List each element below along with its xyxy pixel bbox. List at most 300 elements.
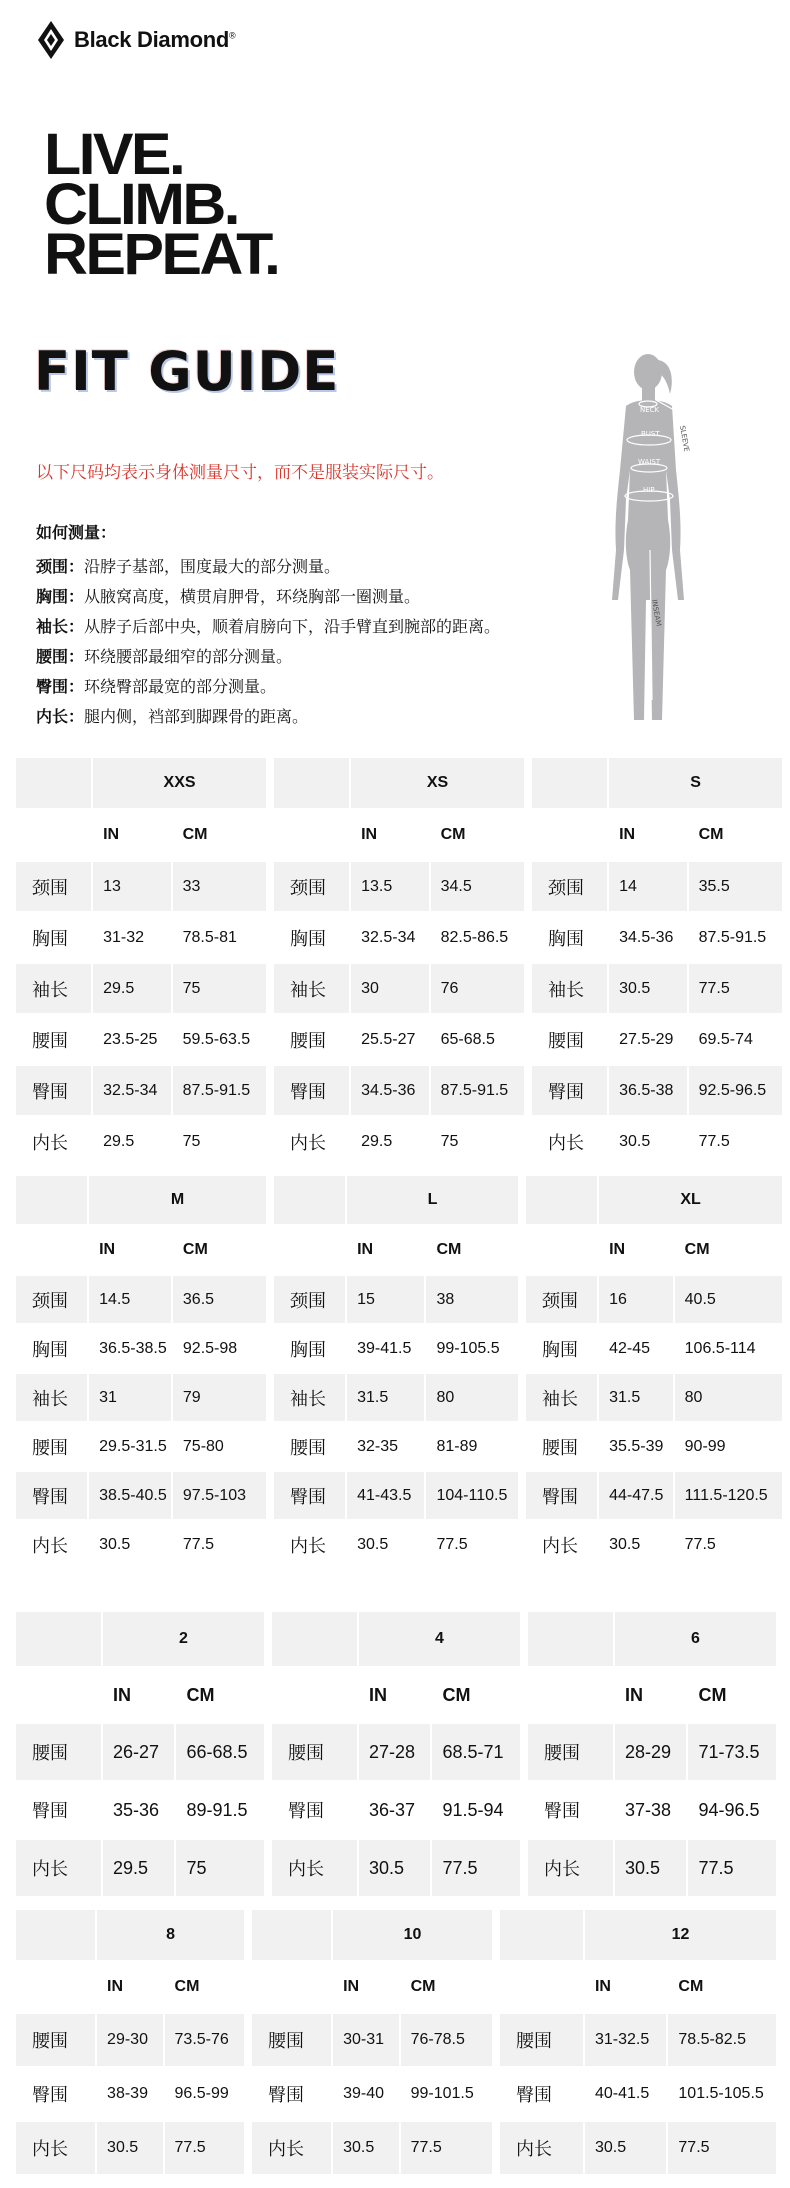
table-row [273, 1116, 525, 1167]
figure-label-waist: WAIST [638, 458, 661, 466]
body-measurement-figure [590, 350, 730, 730]
cell-cm: 80 [674, 1373, 783, 1422]
size-header: 2 [102, 1611, 265, 1667]
cell-in: 35-36 [102, 1781, 176, 1839]
cell-in: 30.5 [332, 2121, 400, 2175]
cell-in: 30 [350, 963, 429, 1014]
row-label: 胸围 [15, 912, 92, 963]
cell-in: 29.5 [350, 1116, 429, 1167]
table-row [273, 1373, 519, 1422]
cell-in: 32.5-34 [350, 912, 429, 963]
cell-cm: 77.5 [425, 1520, 519, 1569]
unit-header-in: IN [608, 809, 687, 861]
table-corner [527, 1667, 614, 1723]
row-label: 臀围 [15, 1471, 88, 1520]
size-header: 6 [614, 1611, 777, 1667]
table-row [251, 2121, 493, 2175]
cell-cm: 34.5 [430, 861, 525, 912]
cell-cm: 77.5 [431, 1839, 521, 1897]
cell-in: 31-32.5 [584, 2013, 667, 2067]
size-table [270, 1610, 522, 1898]
row-label: 臀围 [251, 2067, 332, 2121]
table-row [273, 1471, 519, 1520]
cell-in: 31.5 [346, 1373, 425, 1422]
table-row [15, 2013, 245, 2067]
how-to-measure-title: 如何测量： [36, 523, 117, 542]
cell-cm: 66-68.5 [175, 1723, 265, 1781]
unit-header-in: IN [346, 1225, 425, 1275]
size-header: 8 [96, 1909, 245, 1961]
row-label: 内长 [271, 1839, 358, 1897]
cell-in: 13 [92, 861, 171, 912]
cell-in: 30.5 [598, 1520, 674, 1569]
row-label: 腰围 [527, 1723, 614, 1781]
cell-cm: 111.5-120.5 [674, 1471, 783, 1520]
cell-in: 14.5 [88, 1275, 172, 1324]
cell-cm: 87.5-91.5 [688, 912, 783, 963]
cell-in: 27.5-29 [608, 1014, 687, 1065]
table-row [15, 1723, 265, 1781]
row-label: 袖长 [531, 963, 608, 1014]
table-corner [273, 1175, 346, 1225]
row-label: 内长 [15, 1520, 88, 1569]
table-corner [531, 809, 608, 861]
cell-cm: 99-105.5 [425, 1324, 519, 1373]
row-label: 臀围 [271, 1781, 358, 1839]
table-corner [525, 1225, 598, 1275]
cell-in: 36.5-38.5 [88, 1324, 172, 1373]
cell-cm: 75 [175, 1839, 265, 1897]
cell-in: 31-32 [92, 912, 171, 963]
cell-in: 30.5 [96, 2121, 163, 2175]
table-row [15, 1839, 265, 1897]
row-label: 臀围 [527, 1781, 614, 1839]
diamond-logo-icon [36, 20, 66, 60]
cell-cm: 75 [172, 1116, 267, 1167]
cell-cm: 59.5-63.5 [172, 1014, 267, 1065]
cell-cm: 75 [172, 963, 267, 1014]
cell-cm: 77.5 [688, 963, 783, 1014]
row-label: 胸围 [273, 1324, 346, 1373]
cell-cm: 77.5 [667, 2121, 777, 2175]
measure-instruction [36, 582, 596, 612]
cell-cm: 38 [425, 1275, 519, 1324]
table-corner [15, 1909, 96, 1961]
cell-cm: 77.5 [688, 1116, 783, 1167]
cell-in: 34.5-36 [608, 912, 687, 963]
unit-header-cm: CM [172, 1225, 267, 1275]
cell-in: 13.5 [350, 861, 429, 912]
cell-cm: 81-89 [425, 1422, 519, 1471]
measure-desc: 沿脖子基部，围度最大的部分测量。 [84, 557, 341, 576]
unit-header-in: IN [102, 1667, 176, 1723]
table-row [273, 1014, 525, 1065]
table-corner [15, 1961, 96, 2013]
figure-label-sleeve: SLEEVE [678, 424, 691, 453]
size-header: XL [598, 1175, 783, 1225]
cell-cm: 77.5 [687, 1839, 777, 1897]
table-row [273, 1324, 519, 1373]
table-corner [15, 1667, 102, 1723]
table-row [15, 1373, 267, 1422]
table-row [525, 1422, 783, 1471]
table-row [15, 1324, 267, 1373]
unit-header-cm: CM [164, 1961, 245, 2013]
cell-cm: 101.5-105.5 [667, 2067, 777, 2121]
cell-cm: 78.5-82.5 [667, 2013, 777, 2067]
row-label: 袖长 [273, 1373, 346, 1422]
cell-in: 29-30 [96, 2013, 163, 2067]
table-corner [271, 1667, 358, 1723]
table-row [499, 2067, 777, 2121]
measure-instruction [36, 552, 596, 582]
table-corner [15, 809, 92, 861]
cell-cm: 92.5-96.5 [688, 1065, 783, 1116]
cell-in: 15 [346, 1275, 425, 1324]
cell-in: 30.5 [584, 2121, 667, 2175]
table-row [531, 912, 783, 963]
measure-instruction [36, 672, 596, 702]
cell-in: 41-43.5 [346, 1471, 425, 1520]
size-header: M [88, 1175, 267, 1225]
cell-in: 14 [608, 861, 687, 912]
table-row [531, 963, 783, 1014]
table-corner [525, 1175, 598, 1225]
unit-header-cm: CM [175, 1667, 265, 1723]
table-corner [499, 1909, 584, 1961]
cell-cm: 71-73.5 [687, 1723, 777, 1781]
unit-header-cm: CM [425, 1225, 519, 1275]
row-label: 腰围 [499, 2013, 584, 2067]
size-header: XXS [92, 757, 267, 809]
row-label: 内长 [251, 2121, 332, 2175]
cell-cm: 35.5 [688, 861, 783, 912]
unit-header-in: IN [332, 1961, 400, 2013]
measure-instruction [36, 612, 596, 642]
cell-in: 31 [88, 1373, 172, 1422]
table-row [15, 1471, 267, 1520]
row-label: 袖长 [525, 1373, 598, 1422]
cell-cm: 92.5-98 [172, 1324, 267, 1373]
table-row [273, 1520, 519, 1569]
brand-header [36, 18, 235, 62]
unit-header-in: IN [96, 1961, 163, 2013]
size-table [498, 1908, 778, 2176]
cell-in: 30.5 [608, 963, 687, 1014]
table-row [15, 1781, 265, 1839]
cell-in: 29.5-31.5 [88, 1422, 172, 1471]
table-row [273, 1275, 519, 1324]
measure-desc: 从脖子后部中央，顺着肩膀向下，沿手臂直到腕部的距离。 [84, 617, 501, 636]
unit-header-cm: CM [400, 1961, 493, 2013]
unit-header-in: IN [92, 809, 171, 861]
cell-cm: 68.5-71 [431, 1723, 521, 1781]
slogan-line: REPEAT. [44, 222, 279, 287]
size-header: 12 [584, 1909, 777, 1961]
cell-cm: 77.5 [164, 2121, 245, 2175]
row-label: 颈围 [15, 861, 92, 912]
row-label: 臀围 [15, 1781, 102, 1839]
row-label: 内长 [499, 2121, 584, 2175]
cell-in: 32-35 [346, 1422, 425, 1471]
table-row [525, 1324, 783, 1373]
row-label: 臀围 [499, 2067, 584, 2121]
row-label: 胸围 [15, 1324, 88, 1373]
cell-cm: 75-80 [172, 1422, 267, 1471]
row-label: 内长 [273, 1520, 346, 1569]
figure-label-inseam: INSEAM [650, 598, 663, 627]
row-label: 内长 [15, 1116, 92, 1167]
table-row [525, 1373, 783, 1422]
table-row [531, 1116, 783, 1167]
cell-cm: 77.5 [674, 1520, 783, 1569]
cell-in: 38-39 [96, 2067, 163, 2121]
table-corner [273, 809, 350, 861]
table-corner [15, 1611, 102, 1667]
cell-cm: 73.5-76 [164, 2013, 245, 2067]
unit-header-cm: CM [674, 1225, 783, 1275]
table-corner [15, 1225, 88, 1275]
table-corner [271, 1611, 358, 1667]
cell-in: 26-27 [102, 1723, 176, 1781]
measure-term: 臀围： [36, 677, 85, 696]
table-row [15, 1014, 267, 1065]
table-row [271, 1839, 521, 1897]
row-label: 颈围 [273, 1275, 346, 1324]
size-table [14, 756, 268, 1168]
table-corner [273, 757, 350, 809]
table-corner [273, 1225, 346, 1275]
row-label: 腰围 [525, 1422, 598, 1471]
row-label: 胸围 [525, 1324, 598, 1373]
table-row [271, 1723, 521, 1781]
size-table-grid-lower [14, 1610, 778, 1898]
table-row [15, 2067, 245, 2121]
row-label: 臀围 [273, 1471, 346, 1520]
cell-in: 27-28 [358, 1723, 432, 1781]
row-label: 臀围 [531, 1065, 608, 1116]
table-row [15, 1065, 267, 1116]
unit-header-cm: CM [688, 809, 783, 861]
cell-cm: 33 [172, 861, 267, 912]
cell-cm: 40.5 [674, 1275, 783, 1324]
table-row [531, 861, 783, 912]
measure-instruction [36, 642, 596, 672]
row-label: 颈围 [531, 861, 608, 912]
cell-cm: 80 [425, 1373, 519, 1422]
cell-cm: 99-101.5 [400, 2067, 493, 2121]
measure-term: 内长： [36, 707, 85, 726]
cell-in: 30-31 [332, 2013, 400, 2067]
size-table [530, 756, 784, 1168]
size-table [526, 1610, 778, 1898]
table-row [15, 1520, 267, 1569]
row-label: 臀围 [15, 1065, 92, 1116]
cell-cm: 76-78.5 [400, 2013, 493, 2067]
brand-name-text: Black Diamond [74, 27, 230, 52]
cell-in: 34.5-36 [350, 1065, 429, 1116]
brand-name [74, 27, 235, 53]
row-label: 臀围 [525, 1471, 598, 1520]
table-corner [499, 1961, 584, 2013]
unit-header-cm: CM [430, 809, 525, 861]
measure-term: 颈围： [36, 557, 85, 576]
table-row [525, 1520, 783, 1569]
table-row [273, 1065, 525, 1116]
cell-in: 29.5 [92, 963, 171, 1014]
table-row [15, 861, 267, 912]
row-label: 内长 [531, 1116, 608, 1167]
table-corner [531, 757, 608, 809]
row-label: 臀围 [273, 1065, 350, 1116]
row-label: 腰围 [251, 2013, 332, 2067]
cell-cm: 69.5-74 [688, 1014, 783, 1065]
unit-header-in: IN [614, 1667, 688, 1723]
table-row [527, 1839, 777, 1897]
row-label: 内长 [527, 1839, 614, 1897]
table-row [273, 861, 525, 912]
measure-desc: 从腋窝高度，横贯肩胛骨，环绕胸部一圈测量。 [84, 587, 421, 606]
cell-cm: 75 [430, 1116, 525, 1167]
figure-label-neck: NECK [640, 406, 660, 414]
cell-in: 30.5 [608, 1116, 687, 1167]
size-table [250, 1908, 494, 2176]
size-table [272, 756, 526, 1168]
slogan-line: CLIMB. [44, 172, 238, 237]
cell-in: 40-41.5 [584, 2067, 667, 2121]
size-table [272, 1174, 520, 1570]
table-row [251, 2067, 493, 2121]
cell-in: 38.5-40.5 [88, 1471, 172, 1520]
cell-in: 31.5 [598, 1373, 674, 1422]
table-row [531, 1065, 783, 1116]
cell-cm: 94-96.5 [687, 1781, 777, 1839]
row-label: 颈围 [525, 1275, 598, 1324]
size-header: S [608, 757, 783, 809]
table-row [273, 912, 525, 963]
cell-in: 37-38 [614, 1781, 688, 1839]
row-label: 颈围 [15, 1275, 88, 1324]
cell-in: 36-37 [358, 1781, 432, 1839]
row-label: 内长 [525, 1520, 598, 1569]
cell-cm: 87.5-91.5 [172, 1065, 267, 1116]
size-table-grid-upper-2 [14, 1174, 784, 1570]
table-row [251, 2013, 493, 2067]
size-header: XS [350, 757, 525, 809]
cell-cm: 91.5-94 [431, 1781, 521, 1839]
table-corner [15, 1175, 88, 1225]
cell-cm: 79 [172, 1373, 267, 1422]
table-corner [15, 757, 92, 809]
table-row [527, 1781, 777, 1839]
unit-header-cm: CM [172, 809, 267, 861]
cell-cm: 87.5-91.5 [430, 1065, 525, 1116]
table-row [15, 912, 267, 963]
table-corner [251, 1961, 332, 2013]
table-row [273, 1422, 519, 1471]
row-label: 袖长 [15, 1373, 88, 1422]
row-label: 腰围 [15, 2013, 96, 2067]
row-label: 胸围 [531, 912, 608, 963]
table-row [531, 1014, 783, 1065]
measure-desc: 环绕腰部最细窄的部分测量。 [84, 647, 293, 666]
cell-cm: 104-110.5 [425, 1471, 519, 1520]
unit-header-cm: CM [687, 1667, 777, 1723]
cell-in: 29.5 [102, 1839, 176, 1897]
size-header: 4 [358, 1611, 521, 1667]
row-label: 腰围 [15, 1014, 92, 1065]
cell-cm: 106.5-114 [674, 1324, 783, 1373]
row-label: 腰围 [273, 1014, 350, 1065]
table-row [499, 2121, 777, 2175]
size-table [524, 1174, 784, 1570]
measure-term: 腰围： [36, 647, 85, 666]
row-label: 内长 [15, 2121, 96, 2175]
row-label: 腰围 [531, 1014, 608, 1065]
row-label: 内长 [273, 1116, 350, 1167]
table-row [15, 1275, 267, 1324]
row-label: 胸围 [273, 912, 350, 963]
cell-cm: 65-68.5 [430, 1014, 525, 1065]
cell-in: 42-45 [598, 1324, 674, 1373]
row-label: 袖长 [273, 963, 350, 1014]
cell-cm: 89-91.5 [175, 1781, 265, 1839]
cell-cm: 77.5 [400, 2121, 493, 2175]
size-table [14, 1908, 246, 2176]
cell-in: 36.5-38 [608, 1065, 687, 1116]
row-label: 袖长 [15, 963, 92, 1014]
row-label: 腰围 [271, 1723, 358, 1781]
slogan [44, 122, 279, 287]
table-row [525, 1471, 783, 1520]
cell-cm: 76 [430, 963, 525, 1014]
cell-cm: 77.5 [172, 1520, 267, 1569]
table-corner [251, 1909, 332, 1961]
cell-in: 29.5 [92, 1116, 171, 1167]
how-to-measure [36, 520, 596, 732]
slogan-line: LIVE. [44, 122, 184, 187]
cell-in: 28-29 [614, 1723, 688, 1781]
table-row [271, 1781, 521, 1839]
unit-header-cm: CM [431, 1667, 521, 1723]
size-table [14, 1610, 266, 1898]
unit-header-in: IN [350, 809, 429, 861]
cell-in: 23.5-25 [92, 1014, 171, 1065]
measure-desc: 环绕臀部最宽的部分测量。 [84, 677, 277, 696]
row-label: 颈围 [273, 861, 350, 912]
cell-in: 44-47.5 [598, 1471, 674, 1520]
unit-header-in: IN [88, 1225, 172, 1275]
unit-header-in: IN [358, 1667, 432, 1723]
figure-label-hip: HIP [643, 486, 655, 494]
cell-cm: 82.5-86.5 [430, 912, 525, 963]
measure-instruction [36, 702, 596, 732]
measure-term: 袖长： [36, 617, 85, 636]
table-corner [527, 1611, 614, 1667]
row-label: 腰围 [15, 1723, 102, 1781]
table-row [273, 963, 525, 1014]
cell-in: 39-41.5 [346, 1324, 425, 1373]
size-header: L [346, 1175, 519, 1225]
cell-in: 35.5-39 [598, 1422, 674, 1471]
table-row [15, 2121, 245, 2175]
unit-header-cm: CM [667, 1961, 777, 2013]
cell-cm: 78.5-81 [172, 912, 267, 963]
cell-cm: 96.5-99 [164, 2067, 245, 2121]
cell-in: 30.5 [88, 1520, 172, 1569]
cell-cm: 36.5 [172, 1275, 267, 1324]
cell-cm: 90-99 [674, 1422, 783, 1471]
